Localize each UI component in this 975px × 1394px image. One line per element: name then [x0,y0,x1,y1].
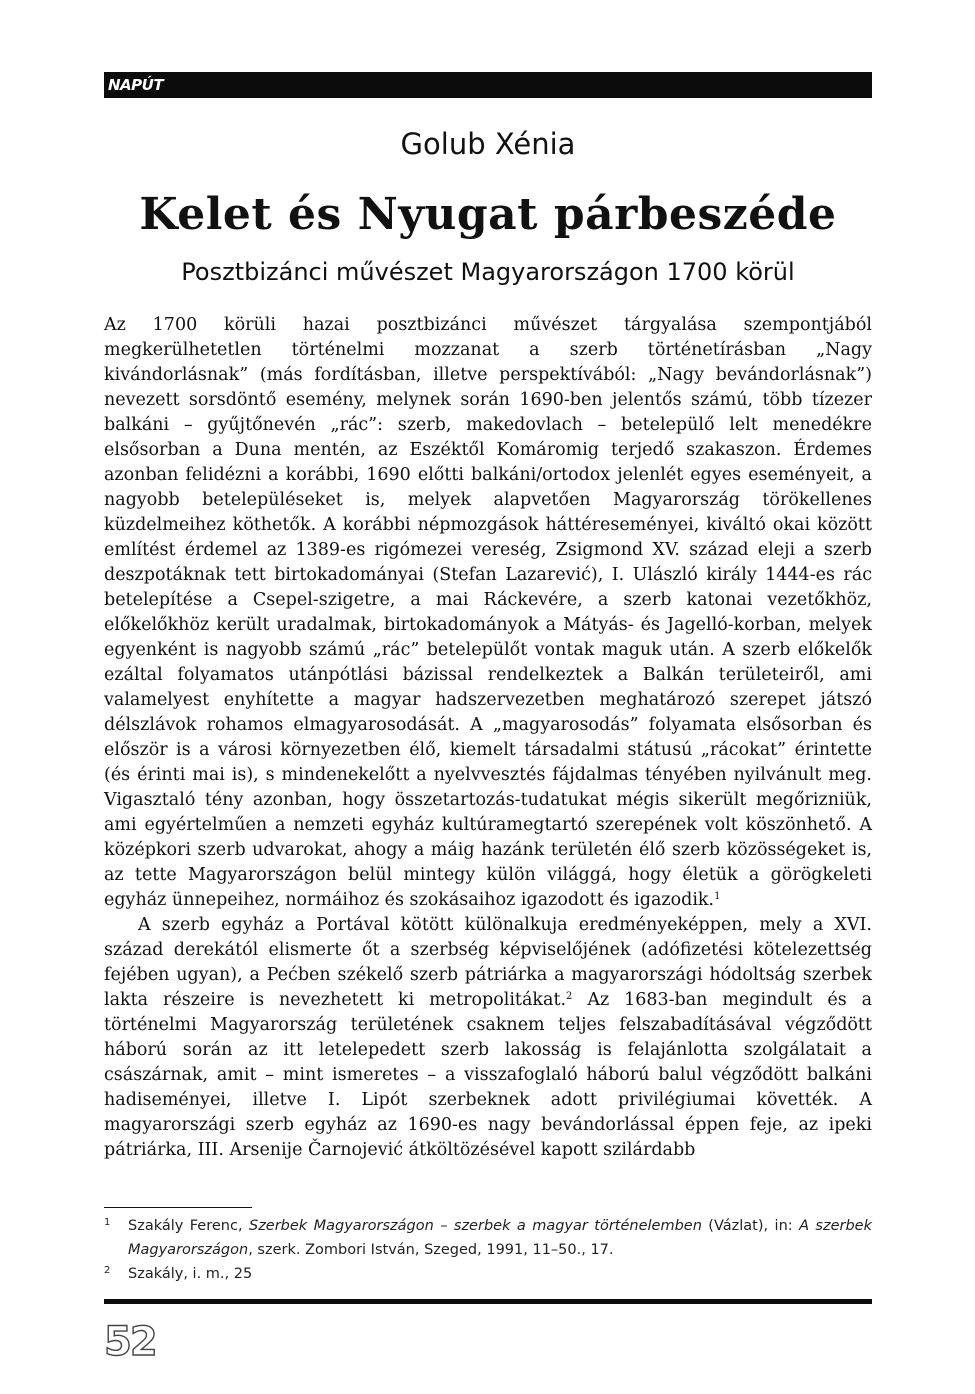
footnote-number: 1 [104,1217,111,1228]
footnote-divider [104,1207,252,1208]
article-title: Kelet és Nyugat párbeszéde [139,189,837,240]
page-number: 52 [104,1319,156,1365]
footnote-ref: 1 [714,891,721,902]
article-subtitle: Posztbizánci művészet Magyarországon 1700 körül [181,258,795,286]
footnote-text: (Vázlat), in: [701,1218,800,1234]
journal-header-bar [104,72,872,98]
article-body [104,313,872,1163]
journal-name: NAPÚT [108,76,164,94]
footer-rule [104,1299,872,1304]
footnote-number: 2 [104,1265,111,1276]
footnote-italic-title: A szerbek Magyarországon [128,1218,872,1258]
footnote [104,1262,872,1286]
paragraph-text-continued: Az 1683-ban megindult és a történelmi Magyarország területének csaknem teljes felszabadításával végződött háború során az itt letelepedett szerb lakosság is felajánlotta szolgálatait a császárnak, amit – mint ismeretes – a visszafoglaló háború balul végződött balkáni hadiseményei, illetve I. Lipót szerbeknek adott privilégiumai követték. A magyarországi szerb egyház az 1690-es nagy bevándorlással éppen feje, az ipeki pátriárka, III. Arsenije Čarnojević átköltözésével kapott szilárdabb [104,990,872,1160]
footnote-ref: 2 [566,991,573,1002]
footnote-text: Szakály, i. m., 25 [128,1266,253,1282]
footnote-text: Szakály Ferenc, [128,1218,249,1234]
footnote [104,1214,872,1262]
body-paragraph [104,313,872,913]
article-author: Golub Xénia [400,127,576,161]
footnote-italic-title: Szerbek Magyarországon – szerbek a magyar történelemben [248,1218,702,1234]
footnotes [104,1214,872,1286]
footnote-text: , szerk. Zombori István, Szeged, 1991, 11–50., 17. [248,1242,614,1258]
body-paragraph [104,913,872,1163]
paragraph-text: Az 1700 körüli hazai posztbizánci művészet tárgyalása szempontjából megkerülhetetlen történelmi mozzanat a szerb történetírásban „Nagy kivándorlásnak” (más fordításban, illetve perspektívából: „Nagy bevándorlásnak”) nevezett sorsdöntő esemény, melynek során 1690-ben jelentős számú, több tízezer balkáni – gyűjtőnevén „rác”: szerb, makedovlach – betelepülő lelt menedékre elsősorban a Duna mentén, az Eszéktől Komáromig terjedő szakaszon. Érdemes azonban felidézni a korábbi, 1690 előtti balkáni/ortodox jelenlét egyes eseményeit, a nagyobb betelepüléseket is, melyek alapvetően Magyarország törökellenes küzdelmeihez köthetők. A korábbi népmozgások háttéreseményei, kiváltó okai között említést érdemel az 1389-es rigómezei vereség, Zsigmond XV. század eleji a szerb deszpotáknak tett birtokadományai (Stefan Lazarević), I. Ulászló király 1444-es rác betelepítése a Csepel-szigetre, a mai Ráckevére, a szerb katonai vezetőkhöz, előkelőkhöz került uradalmak, birtokadományok a Mátyás- és Jagelló-korban, melyek egyenként is nagyobb számú „rác” betelepülőt vontak maguk után. A szerb előkelők ezáltal folyamatos utánpótlási bázissal rendelkeztek a Balkán területeiről, ami valamelyest enyhítette a magyar hadszervezetben meghatározó szerepet játszó délszlávok rohamos elmagyarosodását. A „magyarosodás” folyamata elsősorban és először is a városi környezetben élő, kiemelt társadalmi státusú „rácokat” érintette (és érinti mai is), s mindenekelőtt a nyelvvesztés fájdalmas tényében nyilvánult meg. Vigasztaló tény azonban, hogy összetartozás-tudatukat mégis sikerült megőrizniük, ami egyértelműen a nemzeti egyház kultúramegtartó szerepének volt köszönhető. A középkori szerb udvarokat, ahogy a máig hazánk területén élő szerb közösségeket is, az tette Magyarországon belül mintegy külön világgá, hogy életük a görögkeleti egyház ünnepeihez, normáihoz és szokásaihoz igazodott és igazodik. [104,315,872,910]
paragraph-text: A szerb egyház a Portával kötött különalkuja eredményeképpen, mely a XVI. század derekától elismerte őt a szerbség képviselőjének (adófizetési kötelezettség fejében ugyan), a Pećben székelő szerb pátriárka a magyarországi hódoltság szerbek lakta részeire is nevezhetett ki metropolitákat. [104,915,872,1010]
